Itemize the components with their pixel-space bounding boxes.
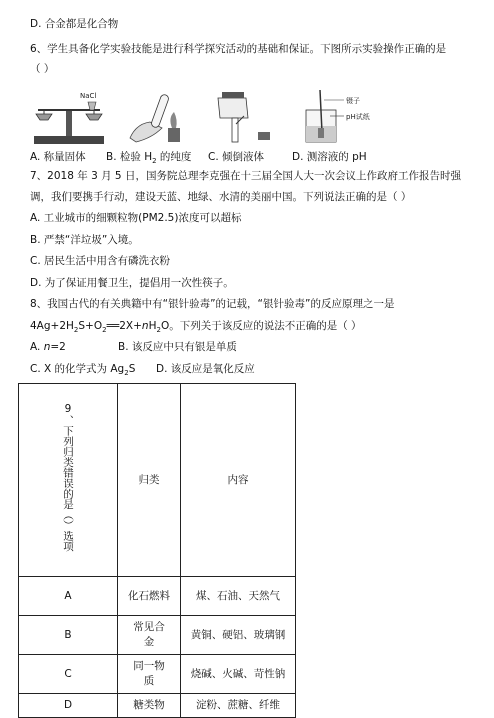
pouring-figure (208, 88, 278, 146)
header-category: 归类 (118, 384, 181, 577)
q9-table (18, 383, 296, 718)
q6-stem-line-1: 6、学生具备化学实验技能是进行科学探究活动的基础和保证。下图所示实验操作正确的是 (30, 43, 447, 55)
row-content: 黄铜、硬铝、玻璃钢 (181, 616, 296, 655)
q6-option-c: C. 倾倒液体 (208, 151, 265, 163)
row-option: B (19, 616, 118, 655)
q8-option-c: C. X 的化学式为 $Ag_2S$ (30, 363, 136, 378)
row-category: 常见合金 (118, 616, 181, 655)
tweezers-label: 镊子 (346, 97, 360, 105)
row-content: 烧碱、火碱、苛性钠 (181, 655, 296, 694)
row-category: 化石燃料 (118, 577, 181, 616)
q6-option-b: B. 检验 $H_2$ 的纯度 (106, 151, 192, 166)
nacl-label: NaCl (80, 92, 97, 100)
table-row (19, 655, 296, 694)
q7-stem-line-1: 7、2018 年 3 月 5 日，国务院总理李克强在十三届全国人大一次会议上作政府工作报告时强 (30, 170, 461, 182)
row-option: C (19, 655, 118, 694)
row-option: A (19, 577, 118, 616)
q5-option-d: D. 合金都是化合物 (30, 18, 119, 30)
q7-stem-line-2: 调，我们要携手行动，建设天蓝、地绿、水清的美丽中国。下列说法正确的是（ ） (30, 191, 412, 203)
q8-stem-line-1: 8、我国古代的有关典籍中有“银针验毒”的记载，“银针验毒”的反应原理之一是 (30, 298, 395, 310)
header-content: 内容 (181, 384, 296, 577)
q7-option-a: A. 工业城市的细颗粒物(PM2.5)浓度可以超标 (30, 212, 242, 224)
q8-option-d: D. 该反应是氧化反应 (156, 363, 255, 375)
q6-options (30, 149, 470, 166)
q9-stem-cell (19, 384, 118, 577)
q7-option-d: D. 为了保证用餐卫生，提倡用一次性筷子。 (30, 277, 234, 289)
ph-paper-label: pH试纸 (346, 113, 370, 121)
q6-option-a: A. 称量固体 (30, 151, 86, 163)
q6-stem-line-2: （ ） (30, 63, 55, 75)
row-category: 糖类物 (118, 694, 181, 718)
q6-option-d: D. 测溶液的 pH (292, 151, 367, 163)
ph-test-figure (300, 88, 410, 146)
q9-stem: 9、下列归类错误的是（）选项 (62, 403, 74, 552)
row-content: 淀粉、蔗糖、纤维 (181, 694, 296, 718)
q8-equation-line: $4Ag+2H_2S+O_2══2X+nH_2O$。下列关于该反应的说法不正确的是（ ） (30, 320, 362, 335)
q6-figures (30, 88, 470, 146)
q8-option-b: B. 该反应中只有银是单质 (118, 341, 237, 353)
table-row (19, 616, 296, 655)
table-header-row (19, 384, 296, 577)
h2-test-figure (122, 88, 194, 146)
table-row (19, 577, 296, 616)
row-category: 同一物质 (118, 655, 181, 694)
row-option: D (19, 694, 118, 718)
balance-figure (30, 88, 110, 146)
q8-option-a: A. n=2 (30, 341, 66, 353)
q7-option-c: C. 居民生活中用含有磷洗衣粉 (30, 255, 171, 267)
row-content: 煤、石油、天然气 (181, 577, 296, 616)
q7-option-b: B. 严禁“洋垃圾”入境。 (30, 234, 139, 246)
table-row (19, 694, 296, 718)
